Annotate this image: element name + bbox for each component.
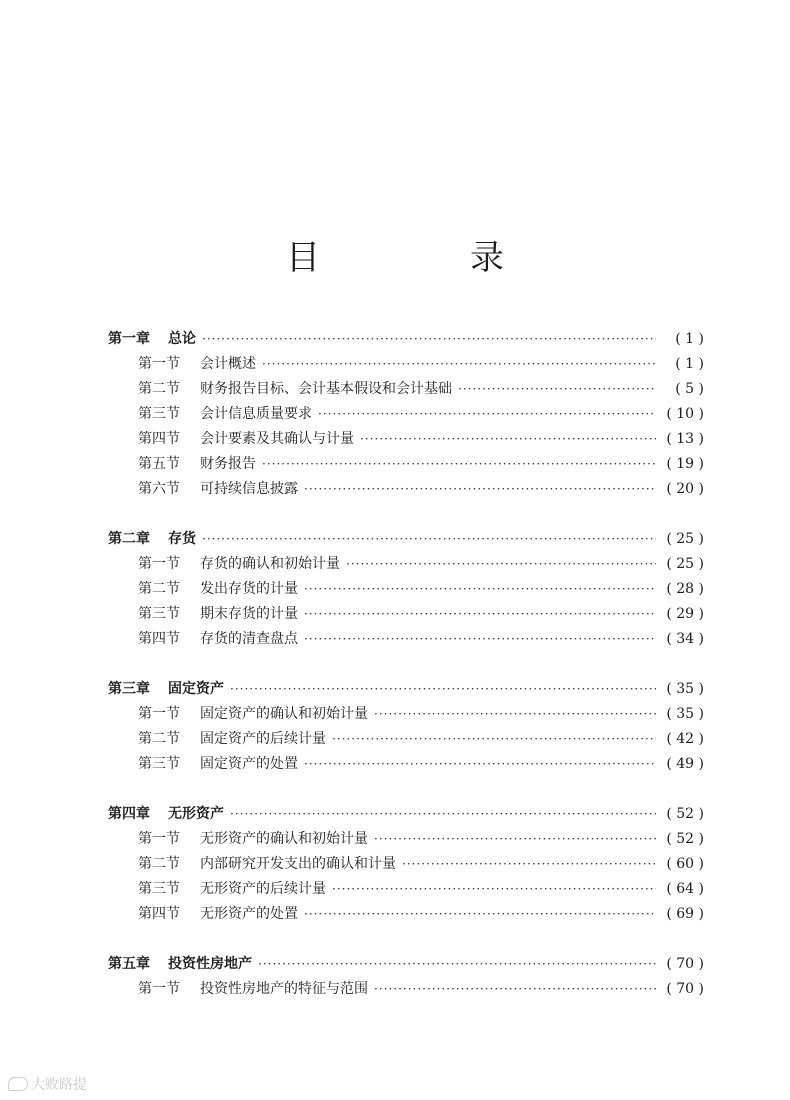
- leader-dots: [402, 852, 656, 877]
- toc-section-entry[interactable]: [108, 427, 704, 452]
- leader-dots: [258, 952, 656, 977]
- section-number: 第一节: [138, 706, 180, 722]
- leader-dots: [202, 327, 656, 352]
- page-number: ( 1 ): [675, 356, 704, 372]
- toc-section-entry[interactable]: [108, 752, 704, 777]
- section-number: 第二节: [138, 381, 180, 397]
- page-number: ( 64 ): [666, 881, 704, 897]
- toc-chapter-entry[interactable]: [108, 527, 704, 552]
- leader-dots: [318, 402, 656, 427]
- toc-chapter-entry[interactable]: [108, 677, 704, 702]
- leader-dots: [262, 452, 656, 477]
- page-number: ( 34 ): [666, 631, 704, 647]
- leader-dots: [304, 602, 656, 627]
- toc-section-entry[interactable]: [108, 602, 704, 627]
- page-number: ( 5 ): [675, 381, 704, 397]
- section-number: 第三节: [138, 406, 180, 422]
- chapter-title: 总论: [168, 331, 196, 347]
- toc-section-entry[interactable]: [108, 702, 704, 727]
- section-title: 存货的确认和初始计量: [200, 556, 340, 572]
- page-number: ( 69 ): [666, 906, 704, 922]
- section-title: 无形资产的处置: [200, 906, 298, 922]
- leader-dots: [304, 477, 656, 502]
- toc-section-entry[interactable]: [108, 577, 704, 602]
- section-number: 第一节: [138, 831, 180, 847]
- section-title: 财务报告目标、会计基本假设和会计基础: [200, 381, 452, 397]
- page-number: ( 28 ): [666, 581, 704, 597]
- page-number: ( 1 ): [675, 331, 704, 347]
- section-number: 第一节: [138, 981, 180, 997]
- page-number: ( 10 ): [666, 406, 704, 422]
- page-number: ( 49 ): [666, 756, 704, 772]
- toc-section-entry[interactable]: [108, 852, 704, 877]
- page-number: ( 35 ): [666, 681, 704, 697]
- leader-dots: [304, 627, 656, 652]
- section-number: 第四节: [138, 431, 180, 447]
- section-number: 第一节: [138, 556, 180, 572]
- page-number: ( 25 ): [666, 556, 704, 572]
- watermark-text: 大败路提: [31, 1077, 87, 1093]
- section-title: 会计要素及其确认与计量: [200, 431, 354, 447]
- toc-section-entry[interactable]: [108, 977, 704, 1002]
- leader-dots: [262, 352, 656, 377]
- page-number: ( 35 ): [666, 706, 704, 722]
- section-number: 第三节: [138, 881, 180, 897]
- toc-section-entry[interactable]: [108, 452, 704, 477]
- toc-chapter: [108, 527, 704, 652]
- toc-chapter: [108, 327, 704, 502]
- chapter-title: 存货: [168, 531, 196, 547]
- section-title: 财务报告: [200, 456, 256, 472]
- table-of-contents: [108, 327, 704, 1027]
- page-number: ( 70 ): [666, 981, 704, 997]
- leader-dots: [374, 977, 656, 1002]
- toc-section-entry[interactable]: [108, 827, 704, 852]
- toc-section-entry[interactable]: [108, 402, 704, 427]
- leader-dots: [304, 752, 656, 777]
- section-number: 第六节: [138, 481, 180, 497]
- section-title: 期末存货的计量: [200, 606, 298, 622]
- leader-dots: [230, 677, 656, 702]
- page-number: ( 19 ): [666, 456, 704, 472]
- toc-section-entry[interactable]: [108, 477, 704, 502]
- section-number: 第三节: [138, 606, 180, 622]
- page-number: ( 52 ): [666, 806, 704, 822]
- section-title: 固定资产的确认和初始计量: [200, 706, 368, 722]
- chapter-title: 投资性房地产: [168, 956, 252, 972]
- section-number: 第二节: [138, 856, 180, 872]
- chapter-number: 第一章: [108, 331, 150, 347]
- page-number: ( 52 ): [666, 831, 704, 847]
- toc-chapter-entry[interactable]: [108, 327, 704, 352]
- page-number: ( 70 ): [666, 956, 704, 972]
- toc-section-entry[interactable]: [108, 902, 704, 927]
- leader-dots: [304, 577, 656, 602]
- leader-dots: [230, 802, 656, 827]
- section-title: 固定资产的后续计量: [200, 731, 326, 747]
- section-title: 内部研究开发支出的确认和计量: [200, 856, 396, 872]
- toc-section-entry[interactable]: [108, 352, 704, 377]
- page-number: ( 25 ): [666, 531, 704, 547]
- section-title: 投资性房地产的特征与范围: [200, 981, 368, 997]
- toc-section-entry[interactable]: [108, 727, 704, 752]
- toc-section-entry[interactable]: [108, 627, 704, 652]
- chapter-number: 第五章: [108, 956, 150, 972]
- toc-chapter: [108, 677, 704, 777]
- section-number: 第四节: [138, 631, 180, 647]
- watermark-logo-icon: [8, 1077, 28, 1091]
- section-number: 第二节: [138, 581, 180, 597]
- section-title: 固定资产的处置: [200, 756, 298, 772]
- chapter-number: 第三章: [108, 681, 150, 697]
- section-number: 第二节: [138, 731, 180, 747]
- toc-chapter: [108, 952, 704, 1002]
- page-number: ( 60 ): [666, 856, 704, 872]
- toc-chapter: [108, 802, 704, 927]
- watermark: [8, 1074, 87, 1094]
- section-title: 存货的清查盘点: [200, 631, 298, 647]
- leader-dots: [202, 527, 656, 552]
- section-title: 无形资产的确认和初始计量: [200, 831, 368, 847]
- toc-chapter-entry[interactable]: [108, 952, 704, 977]
- chapter-number: 第二章: [108, 531, 150, 547]
- chapter-number: 第四章: [108, 806, 150, 822]
- section-title: 可持续信息披露: [200, 481, 298, 497]
- leader-dots: [374, 702, 656, 727]
- section-title: 会计概述: [200, 356, 256, 372]
- section-number: 第一节: [138, 356, 180, 372]
- toc-section-entry[interactable]: [108, 377, 704, 402]
- leader-dots: [458, 377, 656, 402]
- section-title: 会计信息质量要求: [200, 406, 312, 422]
- toc-section-entry[interactable]: [108, 552, 704, 577]
- section-title: 发出存货的计量: [200, 581, 298, 597]
- leader-dots: [332, 727, 656, 752]
- toc-chapter-entry[interactable]: [108, 802, 704, 827]
- page-number: ( 13 ): [666, 431, 704, 447]
- chapter-title: 无形资产: [168, 806, 224, 822]
- page-number: ( 42 ): [666, 731, 704, 747]
- page-title: 目 录: [286, 238, 562, 278]
- page-number: ( 29 ): [666, 606, 704, 622]
- chapter-title: 固定资产: [168, 681, 224, 697]
- toc-section-entry[interactable]: [108, 877, 704, 902]
- section-number: 第三节: [138, 756, 180, 772]
- leader-dots: [360, 427, 656, 452]
- leader-dots: [374, 827, 656, 852]
- section-number: 第五节: [138, 456, 180, 472]
- section-title: 无形资产的后续计量: [200, 881, 326, 897]
- leader-dots: [346, 552, 656, 577]
- page-number: ( 20 ): [666, 481, 704, 497]
- leader-dots: [304, 902, 656, 927]
- section-number: 第四节: [138, 906, 180, 922]
- leader-dots: [332, 877, 656, 902]
